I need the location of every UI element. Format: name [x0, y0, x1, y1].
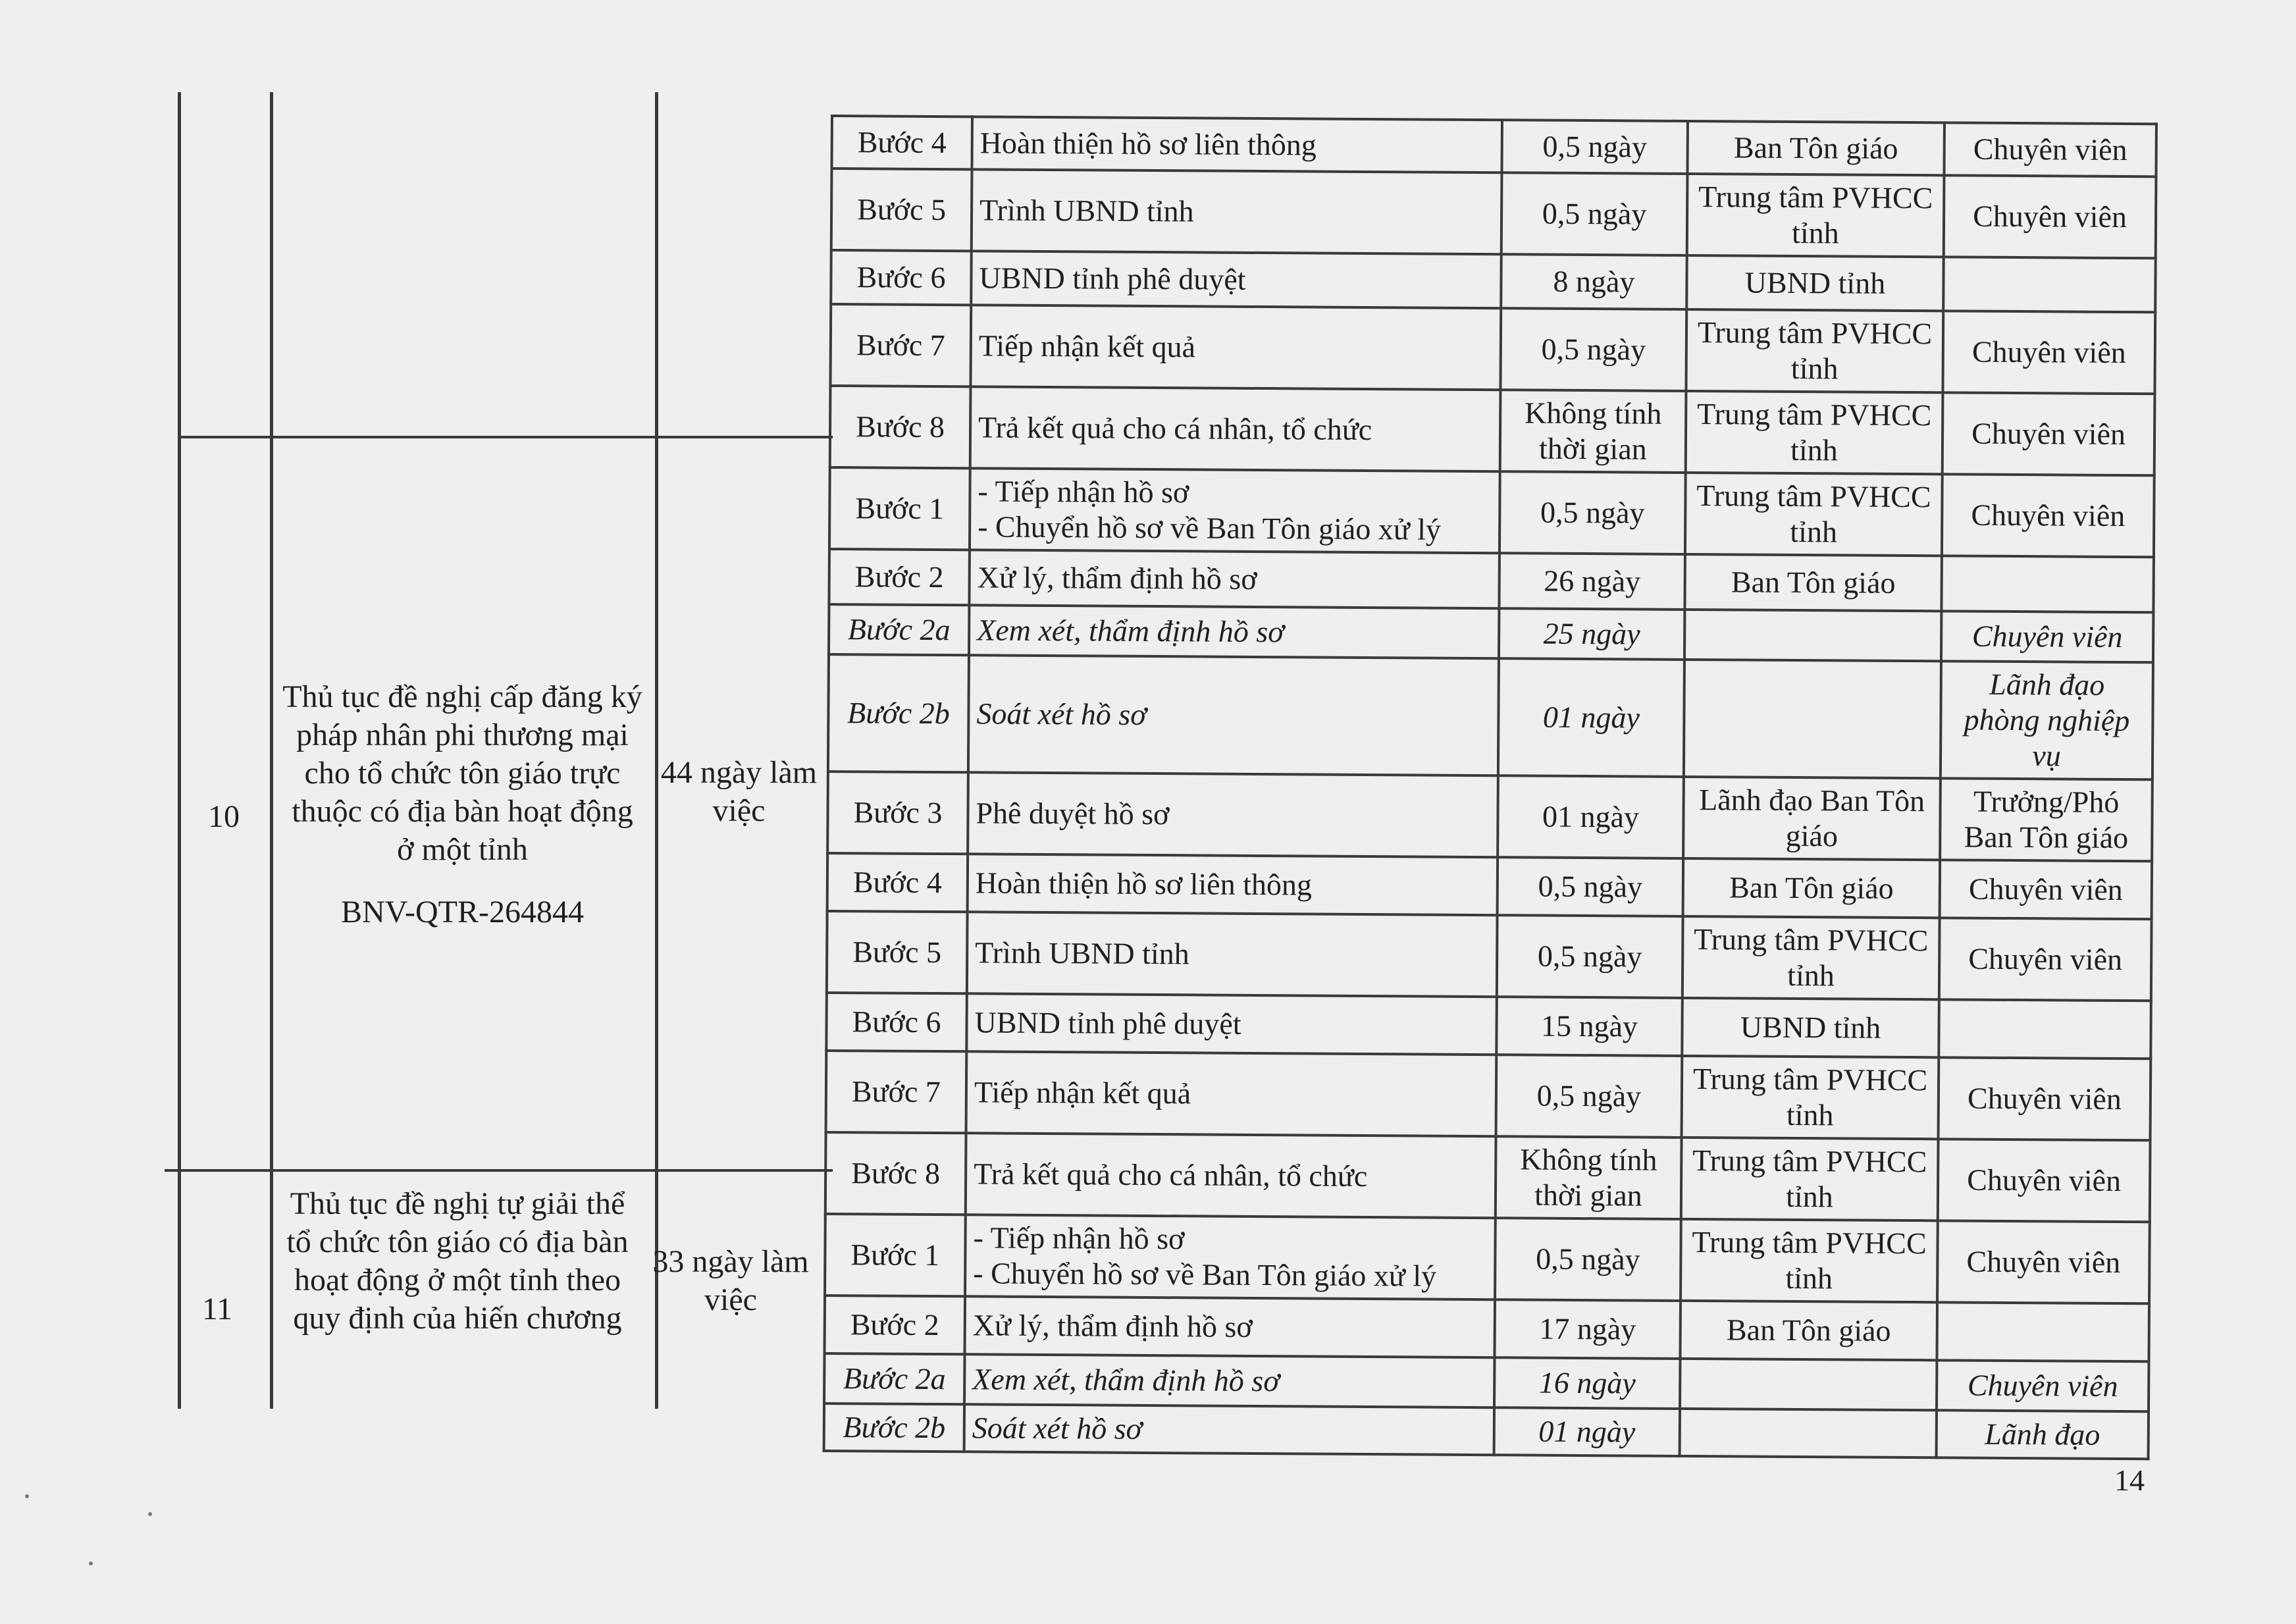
- procedure-name: [270, 678, 655, 869]
- step-task-line: - Chuyển hồ sơ về Ban Tôn giáo xử lý: [973, 1256, 1437, 1293]
- step-unit: [1680, 1359, 1937, 1410]
- step-duration: 15 ngày: [1496, 997, 1683, 1056]
- step-task: [964, 1296, 1495, 1357]
- steps-table-body: [824, 116, 2156, 1459]
- step-unit: Trung tâm PVHCC tỉnh: [1686, 391, 1943, 474]
- procedure-name-line: tổ chức tôn giáo có địa bàn: [286, 1224, 629, 1259]
- step-row: [826, 993, 2151, 1059]
- step-unit: Ban Tôn giáo: [1687, 121, 1944, 175]
- scan-speck: [148, 1512, 152, 1516]
- step-label: Bước 6: [826, 993, 967, 1051]
- step-row: [824, 1403, 2149, 1459]
- step-unit: Ban Tôn giáo: [1680, 1301, 1937, 1360]
- step-responsible: Lãnh đạo phòng nghiệp vụ: [1941, 661, 2153, 779]
- step-responsible: Chuyên viên: [1943, 392, 2155, 475]
- step-responsible: Chuyên viên: [1941, 611, 2153, 662]
- step-task-line: Phê duyệt hồ sơ: [976, 796, 1170, 831]
- column-rule-name: [655, 92, 658, 1409]
- step-unit: Ban Tôn giáo: [1684, 554, 1942, 611]
- step-task-line: Tiếp nhận kết quả: [974, 1075, 1191, 1111]
- procedure-name: [263, 1185, 652, 1338]
- step-label: Bước 4: [831, 116, 972, 169]
- step-unit: Trung tâm PVHCC tỉnh: [1686, 309, 1943, 392]
- step-row: [829, 549, 2153, 612]
- step-duration: 16 ngày: [1494, 1357, 1680, 1409]
- step-task-line: UBND tỉnh phê duyệt: [979, 261, 1246, 296]
- procedure-duration-line: việc: [704, 1282, 757, 1317]
- step-label: Bước 3: [827, 772, 968, 854]
- step-task: [970, 386, 1501, 471]
- step-row: [830, 304, 2155, 394]
- step-responsible: Chuyên viên: [1939, 1057, 2151, 1140]
- step-unit: UBND tỉnh: [1686, 255, 1943, 311]
- step-label: Bước 8: [825, 1132, 966, 1215]
- step-duration: 25 ngày: [1499, 608, 1684, 660]
- step-row: [827, 853, 2152, 919]
- step-task: [966, 1133, 1496, 1218]
- step-label: Bước 2: [829, 549, 970, 605]
- step-row: [824, 1353, 2149, 1411]
- step-task: [968, 655, 1499, 775]
- step-duration: Không tính thời gian: [1500, 390, 1686, 473]
- step-responsible: Chuyên viên: [1937, 1360, 2149, 1411]
- procedure-number: 10: [208, 799, 240, 834]
- step-duration: 17 ngày: [1494, 1299, 1681, 1359]
- step-unit: [1680, 1409, 1937, 1457]
- step-duration: Không tính thời gian: [1496, 1136, 1682, 1219]
- step-unit: Lãnh đạo Ban Tôn giáo: [1683, 777, 1941, 860]
- step-label: Bước 1: [829, 467, 970, 550]
- step-task-line: Xử lý, thẩm định hồ sơ: [972, 1308, 1253, 1344]
- step-label: Bước 2a: [824, 1353, 964, 1404]
- step-responsible: [1939, 999, 2151, 1059]
- step-unit: Trung tâm PVHCC tỉnh: [1687, 174, 1944, 257]
- procedure-code: BNV-QTR-264844: [341, 895, 584, 930]
- step-task: [966, 993, 1497, 1055]
- procedure-name-line: ở một tỉnh: [397, 832, 528, 867]
- step-duration: 01 ngày: [1494, 1407, 1680, 1456]
- step-task-line: Soát xét hồ sơ: [972, 1411, 1143, 1446]
- step-task-line: Trình UBND tỉnh: [975, 935, 1189, 971]
- step-label: Bước 8: [830, 386, 971, 468]
- step-task: [972, 117, 1501, 172]
- step-task: [968, 772, 1498, 857]
- step-task-line: Xử lý, thẩm định hồ sơ: [977, 560, 1257, 596]
- step-responsible: [1941, 556, 2154, 612]
- step-label: Bước 6: [831, 250, 971, 305]
- step-row: [831, 250, 2155, 312]
- step-task: [970, 468, 1500, 553]
- step-task: [964, 1404, 1494, 1455]
- procedure-duration: [642, 1243, 820, 1319]
- step-row: [826, 1051, 2151, 1140]
- step-row: [825, 1296, 2150, 1361]
- procedure-name-line: Thủ tục đề nghị cấp đăng ký: [282, 679, 642, 714]
- step-row: [830, 386, 2155, 475]
- step-task: [969, 605, 1499, 658]
- step-responsible: [1937, 1302, 2149, 1361]
- step-label: Bước 7: [830, 304, 971, 386]
- step-task-line: - Chuyển hồ sơ về Ban Tôn giáo xử lý: [978, 510, 1442, 546]
- step-duration: 0,5 ngày: [1495, 1218, 1681, 1301]
- step-task-line: - Tiếp nhận hồ sơ: [973, 1220, 1185, 1256]
- step-label: Bước 4: [827, 853, 968, 912]
- step-row: [831, 116, 2156, 176]
- procedure-name-line: pháp nhân phi thương mại: [296, 718, 629, 752]
- procedure-name-line: quy định của hiến chương: [293, 1301, 622, 1336]
- procedure-duration: [655, 754, 823, 830]
- step-responsible: Chuyên viên: [1943, 311, 2155, 394]
- step-responsible: Chuyên viên: [1944, 175, 2156, 258]
- step-task-line: - Tiếp nhận hồ sơ: [978, 474, 1189, 510]
- step-duration: 0,5 ngày: [1500, 308, 1686, 391]
- procedure-name-line: cho tổ chức tôn giáo trực: [304, 756, 621, 791]
- step-row: [829, 467, 2154, 557]
- step-responsible: Chuyên viên: [1944, 122, 2156, 176]
- step-task-line: Xem xét, thẩm định hồ sơ: [977, 613, 1284, 649]
- step-label: Bước 5: [831, 169, 972, 251]
- step-task: [964, 1354, 1494, 1407]
- step-duration: 01 ngày: [1498, 775, 1684, 858]
- step-task-line: Trình UBND tỉnh: [979, 193, 1194, 228]
- step-unit: Trung tâm PVHCC tỉnh: [1683, 916, 1940, 999]
- step-duration: 0,5 ngày: [1497, 915, 1683, 998]
- procedure-name-line: Thủ tục đề nghị tự giải thể: [290, 1186, 625, 1221]
- step-row: [827, 772, 2152, 861]
- step-row: [831, 169, 2156, 258]
- step-responsible: Chuyên viên: [1937, 1220, 2150, 1303]
- step-duration: 01 ngày: [1498, 658, 1684, 777]
- step-responsible: Chuyên viên: [1942, 474, 2154, 557]
- scan-speck: [25, 1494, 29, 1498]
- step-row: [827, 911, 2152, 1001]
- procedure-duration-line: 33 ngày làm: [652, 1244, 809, 1279]
- step-task: [965, 1215, 1496, 1299]
- step-duration: 0,5 ngày: [1496, 1055, 1683, 1138]
- step-responsible: Chuyên viên: [1940, 860, 2152, 919]
- step-label: Bước 5: [827, 911, 968, 993]
- step-responsible: [1943, 257, 2155, 312]
- step-task-line: Trả kết quả cho cá nhân, tổ chức: [978, 410, 1372, 447]
- procedure-duration-line: việc: [712, 793, 766, 828]
- step-row: [828, 654, 2153, 779]
- step-duration: 0,5 ngày: [1498, 857, 1684, 916]
- step-responsible: Trưởng/Phó Ban Tôn giáo: [1940, 778, 2152, 861]
- step-task: [968, 854, 1498, 915]
- step-unit: Ban Tôn giáo: [1683, 858, 1941, 918]
- step-unit: Trung tâm PVHCC tỉnh: [1681, 1138, 1939, 1220]
- step-task-line: Tiếp nhận kết quả: [978, 328, 1196, 364]
- step-duration: 0,5 ngày: [1500, 471, 1686, 554]
- procedure-name-line: hoạt động ở một tỉnh theo: [294, 1263, 621, 1297]
- step-task-line: Trả kết quả cho cá nhân, tổ chức: [974, 1157, 1368, 1193]
- steps-table: [823, 115, 2158, 1460]
- step-task: [967, 912, 1498, 997]
- step-unit: Trung tâm PVHCC tỉnh: [1685, 473, 1943, 556]
- step-unit: Trung tâm PVHCC tỉnh: [1682, 1056, 1939, 1139]
- step-label: Bước 2a: [829, 604, 969, 655]
- step-label: Bước 2: [825, 1296, 966, 1354]
- step-duration: 0,5 ngày: [1501, 172, 1688, 255]
- step-duration: 0,5 ngày: [1501, 120, 1687, 174]
- step-row: [825, 1214, 2150, 1303]
- procedure-name-line: thuộc có địa bàn hoạt động: [292, 794, 633, 829]
- step-label: Bước 7: [826, 1051, 967, 1133]
- procedure-number: 11: [201, 1292, 233, 1326]
- step-task: [969, 550, 1499, 608]
- procedure-duration-line: 44 ngày làm: [660, 755, 818, 790]
- procedure-separator: [165, 1169, 833, 1172]
- step-unit: UBND tỉnh: [1682, 998, 1939, 1057]
- step-label: Bước 1: [825, 1214, 966, 1296]
- step-label: Bước 2b: [824, 1403, 964, 1452]
- step-duration: 8 ngày: [1501, 254, 1686, 309]
- step-unit: [1684, 610, 1941, 661]
- column-rule-left: [178, 92, 181, 1409]
- step-task-line: UBND tỉnh phê duyệt: [974, 1005, 1241, 1041]
- step-task-line: Hoàn thiện hồ sơ liên thông: [979, 126, 1317, 162]
- step-responsible: Lãnh đạo: [1937, 1410, 2149, 1459]
- step-duration: 26 ngày: [1499, 553, 1685, 610]
- step-task-line: Soát xét hồ sơ: [976, 696, 1147, 731]
- scan-speck: [89, 1561, 93, 1565]
- step-unit: [1684, 660, 1941, 778]
- step-task: [972, 169, 1502, 254]
- step-responsible: Chuyên viên: [1938, 1139, 2151, 1222]
- step-label: Bước 2b: [828, 654, 969, 772]
- step-responsible: Chuyên viên: [1939, 918, 2152, 1001]
- step-task: [971, 251, 1501, 308]
- step-task: [966, 1051, 1497, 1136]
- step-task: [970, 305, 1501, 390]
- page-number: 14: [2114, 1463, 2145, 1497]
- step-row: [825, 1132, 2151, 1222]
- step-row: [829, 604, 2153, 662]
- step-task-line: Xem xét, thẩm định hồ sơ: [972, 1362, 1280, 1398]
- step-task-line: Hoàn thiện hồ sơ liên thông: [975, 866, 1313, 902]
- step-unit: Trung tâm PVHCC tỉnh: [1681, 1219, 1938, 1302]
- procedure-separator: [178, 436, 833, 438]
